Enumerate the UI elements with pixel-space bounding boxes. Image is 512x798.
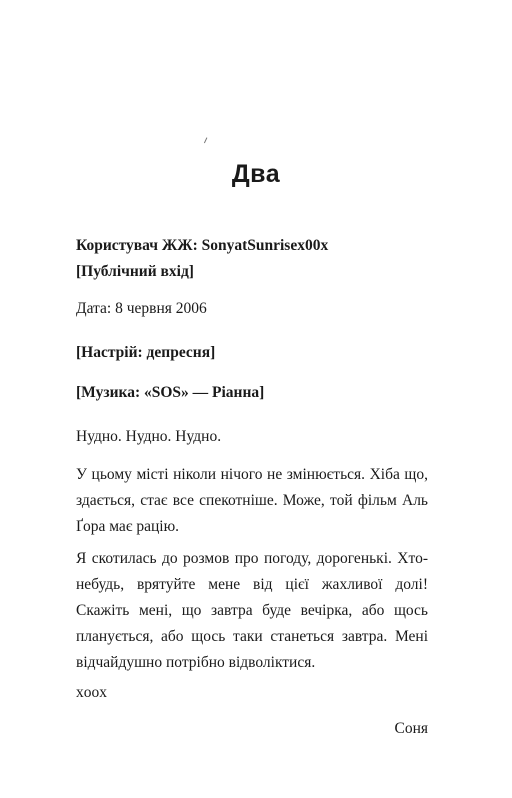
stray-mark: [204, 137, 210, 144]
access-line: [Публічний вхід]: [76, 263, 194, 280]
lj-user-line: Користувач ЖЖ: SonyatSunrisex00x: [76, 237, 329, 254]
paragraph-2: У цьому місті ніколи нічого не змінюється. Хіба що, здається, стає все спекотніше. Може, той фільм Аль Ґора має рацію.: [76, 466, 428, 535]
signature: Соня: [394, 720, 428, 737]
paragraph-3: Я скотилась до розмов про погоду, дорогенькі. Хто-небудь, врятуйте мене від цієї жахливої долі! Скажіть мені, що завтра буде вечірка, або щось планується, або щось таки станеться завтра. Мені відчайдушно потрібно відволіктися.: [76, 550, 428, 671]
music-line: [Музика: «SOS» — Ріанна]: [76, 384, 265, 401]
date-line: Дата: 8 червня 2006: [76, 300, 207, 317]
paragraph-1: Нудно. Нудно. Нудно.: [76, 428, 222, 445]
mood-line: [Настрій: депресня]: [76, 344, 216, 361]
chapter-title: Два: [231, 160, 281, 188]
signoff: xoox: [76, 684, 107, 701]
